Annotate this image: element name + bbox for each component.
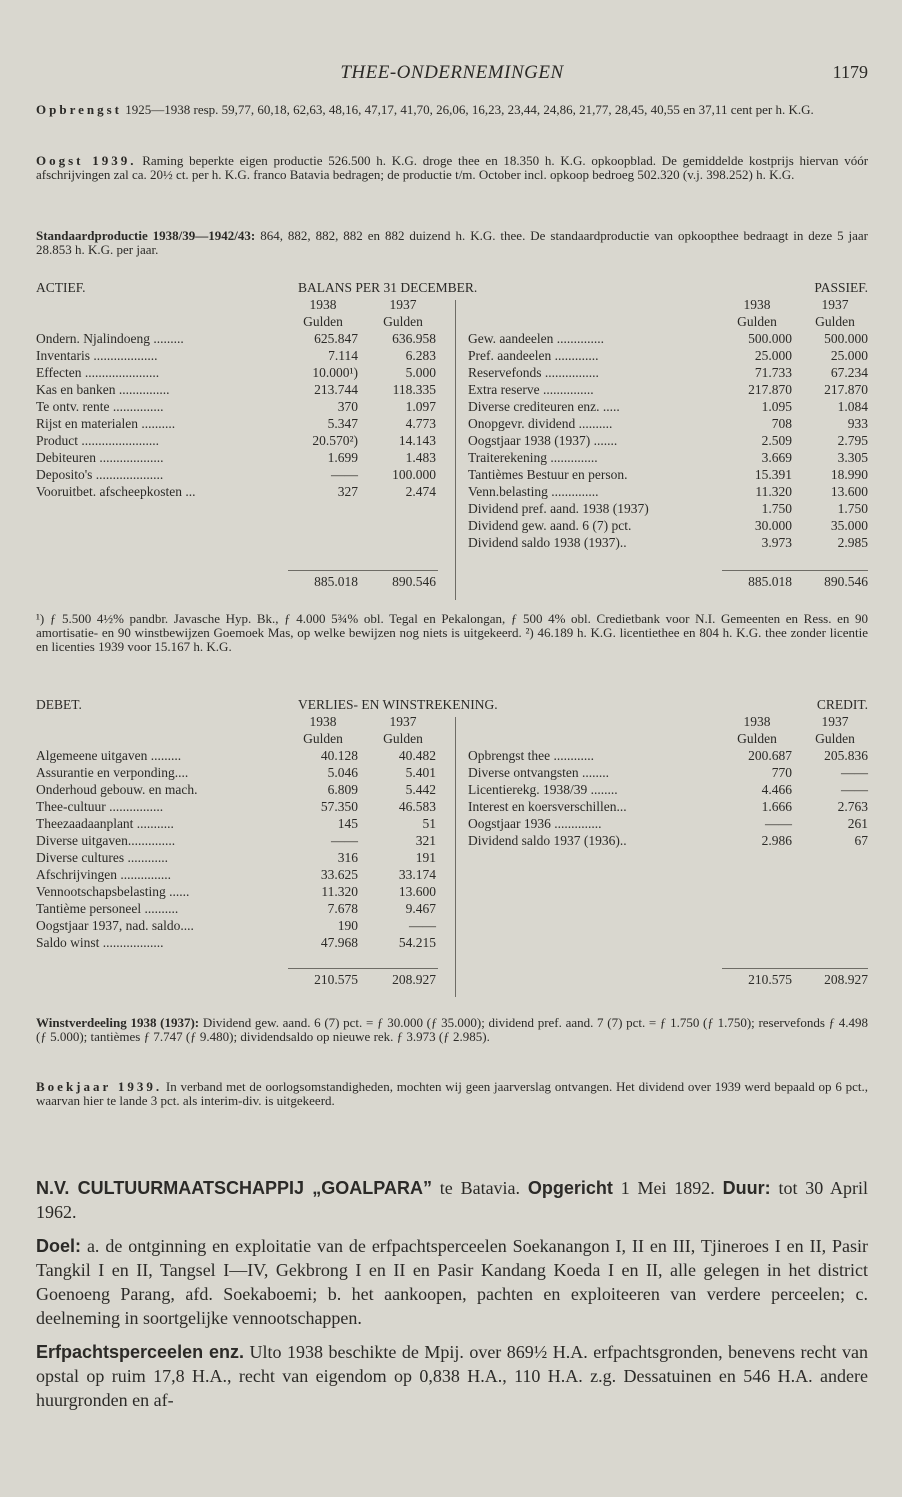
value-1938: 145 [337, 816, 358, 831]
unit-label: Gulden [383, 731, 423, 746]
company-seat: te Batavia. [439, 1178, 521, 1198]
duur-label: Duur: [722, 1178, 771, 1198]
value-1937: —— [841, 782, 868, 797]
debet-rows [36, 747, 446, 951]
row-label: Extra reserve ............... [468, 382, 594, 397]
actief-row [36, 483, 446, 500]
value-1937: 191 [415, 850, 436, 865]
value-1937: 25.000 [830, 348, 868, 363]
value-1938: 200.687 [748, 748, 792, 763]
value-1937: 67.234 [830, 365, 868, 380]
row-label: Product ....................... [36, 433, 159, 448]
pl-caption [36, 697, 868, 713]
opbrengst-text: 1925—1938 resp. 59,77, 60,18, 62,63, 48,16, 47,17, 41,70, 26,06, 16,23, 23,44, 24,86, 21,77, 28,45, 40,55 en 37,11 cent per h. K.G. [125, 102, 814, 117]
row-label: Dividend saldo 1937 (1936).. [468, 833, 627, 848]
boekjaar-paragraph [36, 1080, 868, 1108]
value-1937: 40.482 [398, 748, 436, 763]
value-1938: 6.809 [327, 782, 358, 797]
value-1937: 2.474 [405, 484, 436, 499]
value-1938: 71.733 [754, 365, 792, 380]
row-label: Algemeene uitgaven ......... [36, 748, 182, 763]
passief-row [468, 415, 868, 432]
value-1938: 327 [337, 484, 358, 499]
value-1938: —— [331, 467, 358, 482]
value-1937: 5.000 [405, 365, 436, 380]
company-heading-paragraph [36, 1176, 868, 1224]
value-1937: 2.795 [837, 433, 868, 448]
passief-side [468, 296, 868, 551]
opgericht-date: 1 Mei 1892. [620, 1178, 715, 1198]
passief-row [468, 330, 868, 347]
oogst-text: Raming beperkte eigen productie 526.500 h. K.G. droge thee en 18.350 h. K.G. opkoopblad. De gemiddelde kostprijs hiervan vóór afschrijvingen zal ca. 20½ ct. per h. K.G. franco Batavia bedragen; de productie t/m. October incl. opkoop bedroeg 502.320 (v.j. 398.252) h. K.G. [36, 153, 869, 182]
credit-row [468, 798, 868, 815]
row-label: Deposito's .................... [36, 467, 164, 482]
total-row [36, 573, 446, 590]
actief-row [36, 449, 446, 466]
value-1938: 625.847 [314, 331, 358, 346]
passief-row [468, 534, 868, 551]
standaard-paragraph [36, 229, 868, 257]
actief-total [36, 573, 446, 590]
total-1938: 210.575 [748, 972, 792, 987]
actief-row [36, 330, 446, 347]
balance-footnote: ¹) ƒ 5.500 4½% pandbr. Javasche Hyp. Bk., ƒ 4.000 5¾% obl. Tegal en Pekalongan, ƒ 500 4% obl. Credietbank voor N.I. Gemeenten en Ress. en 90 amortisatie- en 90 winstbewijzen Goemoek Mas, op welke bewijzen nog niets is uitgekeerd. ²) 46.189 h. K.G. licentiethee en 804 h. K.G. thee zonder licentie en licenties 1939 voor 15.167 h. K.G. [36, 611, 868, 654]
oogst-paragraph [36, 154, 868, 182]
actief-row [36, 364, 446, 381]
value-1938: 57.350 [320, 799, 358, 814]
value-1938: 1.699 [327, 450, 358, 465]
boekjaar-label: Boekjaar 1939. [36, 1079, 163, 1094]
row-label: Ondern. Njalindoeng ......... [36, 331, 184, 346]
credit-row [468, 764, 868, 781]
erfpacht-label: Erfpachtsperceelen enz. [36, 1342, 245, 1362]
value-1937: 5.401 [405, 765, 436, 780]
passief-row [468, 432, 868, 449]
total-1938: 885.018 [314, 574, 358, 589]
row-label: Vooruitbet. afscheepkosten ... [36, 484, 196, 499]
debet-row [36, 798, 446, 815]
company-name: N.V. CULTUURMAATSCHAPPIJ „GOALPARA” [36, 1178, 432, 1198]
balance-title: BALANS PER 31 DECEMBER. [298, 280, 478, 295]
total-1937: 890.546 [824, 574, 868, 589]
row-label: Theezaadaanplant ........... [36, 816, 174, 831]
value-1937: 33.174 [398, 867, 436, 882]
debet-side [36, 713, 446, 951]
row-label: Kas en banken ............... [36, 382, 170, 397]
opgericht-label: Opgericht [527, 1178, 613, 1198]
value-1937: 1.084 [837, 399, 868, 414]
value-1937: 100.000 [392, 467, 436, 482]
value-1938: 190 [337, 918, 358, 933]
row-label: Oogstjaar 1938 (1937) ....... [468, 433, 618, 448]
debet-total [36, 971, 446, 988]
balance-caption [36, 280, 868, 296]
year-1937: 1937 [821, 714, 849, 729]
value-1937: 9.467 [405, 901, 436, 916]
credit-side [468, 713, 868, 849]
value-1937: —— [409, 918, 436, 933]
standaard-text: 864, 882, 882, 882 en 882 duizend h. K.G. thee. De standaardproductie van opkoopthee bedraagt in deze 5 jaar 28.853 h. K.G. per jaar. [36, 228, 868, 257]
actief-row [36, 398, 446, 415]
oogst-label: Oogst 1939. [36, 153, 137, 168]
actief-row [36, 432, 446, 449]
value-1937: 54.215 [398, 935, 436, 950]
value-1937: 1.483 [405, 450, 436, 465]
actief-row [36, 415, 446, 432]
value-1937: 5.442 [405, 782, 436, 797]
value-1937: 13.600 [398, 884, 436, 899]
row-label: Thee-cultuur ................ [36, 799, 164, 814]
passief-row [468, 517, 868, 534]
passief-row [468, 398, 868, 415]
value-1938: 10.000¹) [312, 365, 358, 380]
value-1937: 205.836 [824, 748, 868, 763]
value-1938: 25.000 [754, 348, 792, 363]
value-1938: 770 [771, 765, 792, 780]
boekjaar-text: In verband met de oorlogsomstandigheden, mochten wij geen jaarverslag ontvangen. Het dividend over 1939 werd bepaald op 6 pct., waarvan hier te lande 3 pct. als interim-div. is uitgekeerd. [36, 1079, 868, 1108]
total-rule [722, 968, 868, 969]
row-label: Effecten ...................... [36, 365, 160, 380]
row-label: Dividend pref. aand. 1938 (1937) [468, 501, 649, 516]
value-1937: 6.283 [405, 348, 436, 363]
debet-row [36, 934, 446, 951]
actief-rows [36, 330, 446, 500]
value-1938: 1.750 [761, 501, 792, 516]
standaard-label: Standaardproductie 1938/39—1942/43: [36, 228, 256, 243]
actief-row [36, 381, 446, 398]
row-label: Diverse cultures ............ [36, 850, 168, 865]
passief-row [468, 483, 868, 500]
row-label: Assurantie en verponding.... [36, 765, 189, 780]
total-1938: 885.018 [748, 574, 792, 589]
year-header-row [36, 713, 446, 730]
year-1938: 1938 [743, 297, 771, 312]
row-label: Venn.belasting .............. [468, 484, 599, 499]
value-1938: 5.046 [327, 765, 358, 780]
value-1937: 2.763 [837, 799, 868, 814]
value-1938: 217.870 [748, 382, 792, 397]
row-label: Onderhoud gebouw. en mach. [36, 782, 198, 797]
total-row [36, 971, 446, 988]
row-label: Inventaris ................... [36, 348, 158, 363]
actief-row [36, 347, 446, 364]
passief-row [468, 364, 868, 381]
row-label: Dividend saldo 1938 (1937).. [468, 535, 627, 550]
row-label: Pref. aandeelen ............. [468, 348, 599, 363]
value-1938: 2.509 [761, 433, 792, 448]
passief-row [468, 500, 868, 517]
row-label: Licentierekg. 1938/39 ........ [468, 782, 618, 797]
unit-header-row [468, 730, 868, 747]
value-1937: 14.143 [398, 433, 436, 448]
value-1937: 933 [847, 416, 868, 431]
doel-text: a. de ontginning en exploitatie van de erfpachtsperceelen Soekanangon I, II en III, Tjineroes I en II, Pasir Tangkil I en II, Tangsel I—IV, Gekbrong I en II en Pasir Kandang Koeda I en II, alle gelegen in het district Goenoeng Parang, afd. Soekaboemi; b. het aankoopen, pachten en exploiteeren van verdere perceelen; c. deelneming in soortgelijke vennootschappen. [36, 1236, 869, 1328]
value-1938: 316 [337, 850, 358, 865]
total-1937: 890.546 [392, 574, 436, 589]
credit-row [468, 815, 868, 832]
value-1937: 217.870 [824, 382, 868, 397]
unit-label: Gulden [815, 314, 855, 329]
value-1937: 321 [415, 833, 436, 848]
passief-row [468, 381, 868, 398]
year-1937: 1937 [389, 297, 417, 312]
value-1938: 3.669 [761, 450, 792, 465]
value-1937: 500.000 [824, 331, 868, 346]
column-divider [455, 717, 456, 997]
debet-row [36, 917, 446, 934]
unit-header-row [468, 313, 868, 330]
debet-row [36, 747, 446, 764]
actief-title: ACTIEF. [36, 280, 86, 295]
actief-side [36, 296, 446, 500]
value-1938: 30.000 [754, 518, 792, 533]
year-1938: 1938 [309, 297, 337, 312]
debet-row [36, 900, 446, 917]
credit-row [468, 832, 868, 849]
value-1938: 4.466 [761, 782, 792, 797]
row-label: Tantième personeel .......... [36, 901, 179, 916]
row-label: Oogstjaar 1937, nad. saldo.... [36, 918, 194, 933]
value-1937: 636.958 [392, 331, 436, 346]
debet-row [36, 832, 446, 849]
year-header-row [468, 296, 868, 313]
row-label: Opbrengst thee ............ [468, 748, 594, 763]
value-1937: 13.600 [830, 484, 868, 499]
credit-row [468, 747, 868, 764]
total-rule [288, 570, 438, 571]
row-label: Diverse uitgaven.............. [36, 833, 176, 848]
year-header-row [468, 713, 868, 730]
total-1938: 210.575 [314, 972, 358, 987]
unit-header-row [36, 313, 446, 330]
value-1938: 47.968 [320, 935, 358, 950]
company-entry [36, 1176, 868, 1422]
credit-total [468, 971, 868, 988]
value-1937: 18.990 [830, 467, 868, 482]
value-1938: 11.320 [321, 884, 358, 899]
column-divider [455, 300, 456, 600]
value-1938: 500.000 [748, 331, 792, 346]
value-1938: 40.128 [320, 748, 358, 763]
row-label: Oogstjaar 1936 .............. [468, 816, 602, 831]
actief-row [36, 466, 446, 483]
value-1938: 3.973 [761, 535, 792, 550]
debet-row [36, 849, 446, 866]
running-title: THEE-ONDERNEMINGEN [340, 62, 564, 83]
row-label: Tantièmes Bestuur en person. [468, 467, 628, 482]
passief-row [468, 449, 868, 466]
unit-label: Gulden [737, 314, 777, 329]
row-label: Reservefonds ................ [468, 365, 599, 380]
credit-row [468, 781, 868, 798]
winstverdeeling-text: Dividend gew. aand. 6 (7) pct. = ƒ 30.000 (ƒ 35.000); dividend pref. aand. 7 (7) pct. = ƒ 1.750 (ƒ 1.750); reservefonds ƒ 4.498 (ƒ 5.000); tantièmes ƒ 7.747 (ƒ 9.480); dividendsaldo op nieuwe rek. ƒ 3.973 (ƒ 2.985). [36, 1015, 869, 1044]
value-1938: 33.625 [320, 867, 358, 882]
row-label: Onopgevr. dividend .......... [468, 416, 613, 431]
winstverdeeling-paragraph [36, 1016, 868, 1044]
passief-title: PASSIEF. [814, 280, 868, 295]
page-header [36, 62, 868, 88]
value-1937: 3.305 [837, 450, 868, 465]
row-label: Dividend gew. aand. 6 (7) pct. [468, 518, 632, 533]
value-1938: 20.570²) [312, 433, 358, 448]
value-1937: 67 [854, 833, 868, 848]
value-1937: 1.097 [405, 399, 436, 414]
unit-label: Gulden [303, 314, 343, 329]
winstverdeeling-label: Winstverdeeling 1938 (1937): [36, 1015, 200, 1030]
credit-rows [468, 747, 868, 849]
row-label: Diverse crediteuren enz. ..... [468, 399, 620, 414]
value-1937: —— [841, 765, 868, 780]
year-1937: 1937 [389, 714, 417, 729]
value-1937: 35.000 [830, 518, 868, 533]
year-1938: 1938 [743, 714, 771, 729]
value-1937: 1.750 [837, 501, 868, 516]
value-1938: 5.347 [327, 416, 358, 431]
year-1938: 1938 [309, 714, 337, 729]
doel-label: Doel: [36, 1236, 81, 1256]
row-label: Traiterekening .............. [468, 450, 598, 465]
value-1938: 15.391 [754, 467, 792, 482]
year-header-row [36, 296, 446, 313]
value-1937: 4.773 [405, 416, 436, 431]
row-label: Vennootschapsbelasting ...... [36, 884, 190, 899]
value-1938: 7.678 [327, 901, 358, 916]
row-label: Rijst en materialen .......... [36, 416, 176, 431]
passief-rows [468, 330, 868, 551]
debet-row [36, 815, 446, 832]
total-1937: 208.927 [392, 972, 436, 987]
unit-label: Gulden [303, 731, 343, 746]
value-1938: 2.986 [761, 833, 792, 848]
total-1937: 208.927 [824, 972, 868, 987]
value-1938: —— [765, 816, 792, 831]
unit-label: Gulden [815, 731, 855, 746]
debet-row [36, 866, 446, 883]
total-row [468, 971, 868, 988]
total-rule [288, 968, 438, 969]
profit-loss-account [36, 697, 868, 1002]
debet-row [36, 764, 446, 781]
value-1937: 261 [847, 816, 868, 831]
erfpacht-text: Ulto 1938 beschikte de Mpij. over 869½ H.A. erfpachtsgronden, benevens recht van opstal op ruim 17,8 H.A., recht van eigendom op 0,838 H.A., 110 H.A. z.g. Dessatuinen en 546 H.A. andere huurgronden en af- [36, 1342, 868, 1410]
erfpacht-paragraph [36, 1340, 868, 1412]
duur-text: tot 30 April 1962. [36, 1178, 869, 1222]
row-label: Te ontv. rente ............... [36, 399, 164, 414]
passief-row [468, 347, 868, 364]
value-1938: 708 [771, 416, 792, 431]
debet-row [36, 883, 446, 900]
value-1938: 7.114 [328, 348, 358, 363]
debet-row [36, 781, 446, 798]
passief-row [468, 466, 868, 483]
value-1937: 118.335 [392, 382, 436, 397]
pl-title: VERLIES- EN WINSTREKENING. [298, 697, 498, 712]
debet-title: DEBET. [36, 697, 82, 712]
value-1938: 1.666 [761, 799, 792, 814]
row-label: Saldo winst .................. [36, 935, 164, 950]
row-label: Interest en koersverschillen... [468, 799, 627, 814]
opbrengst-label: Opbrengst [36, 102, 122, 117]
total-row [468, 573, 868, 590]
value-1937: 51 [422, 816, 436, 831]
doel-paragraph [36, 1234, 868, 1330]
row-label: Debiteuren ................... [36, 450, 164, 465]
balance-sheet [36, 280, 868, 605]
unit-label: Gulden [383, 314, 423, 329]
unit-label: Gulden [737, 731, 777, 746]
value-1938: —— [331, 833, 358, 848]
row-label: Diverse ontvangsten ........ [468, 765, 609, 780]
page-number: 1179 [832, 62, 868, 82]
value-1938: 370 [337, 399, 358, 414]
total-rule [722, 570, 868, 571]
credit-title: CREDIT. [816, 697, 868, 712]
opbrengst-paragraph [36, 103, 868, 117]
value-1938: 213.744 [314, 382, 358, 397]
row-label: Afschrijvingen ............... [36, 867, 171, 882]
value-1938: 11.320 [755, 484, 792, 499]
value-1937: 2.985 [837, 535, 868, 550]
passief-total [468, 573, 868, 590]
row-label: Gew. aandeelen .............. [468, 331, 604, 346]
value-1938: 1.095 [761, 399, 792, 414]
year-1937: 1937 [821, 297, 849, 312]
value-1937: 46.583 [398, 799, 436, 814]
unit-header-row [36, 730, 446, 747]
